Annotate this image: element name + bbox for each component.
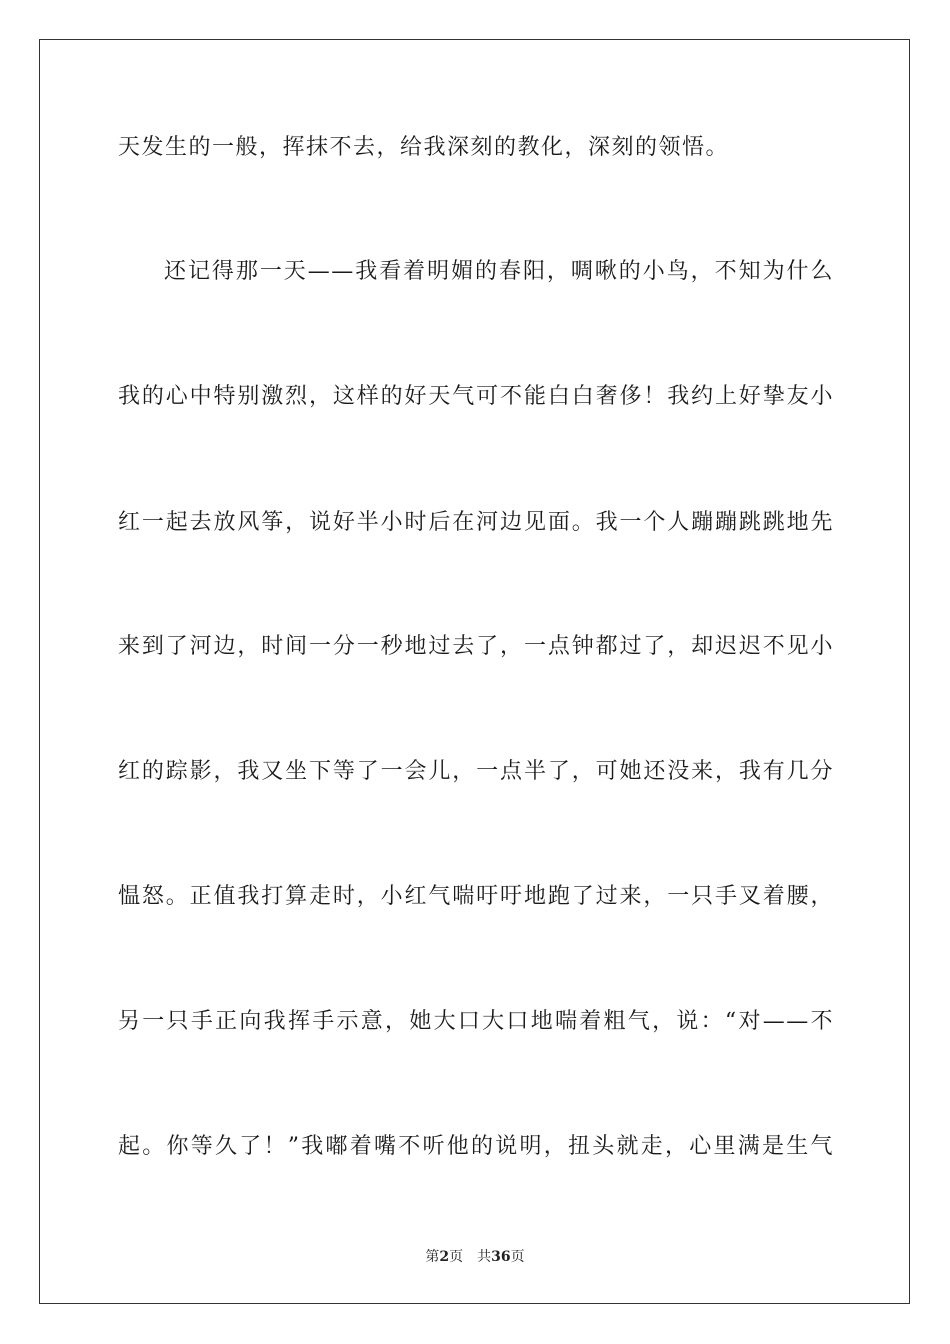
text-line-8: 另一只手正向我挥手示意，她大口大口地喘着粗气，说：“对——不: [118, 1009, 834, 1034]
page-suffix: 页: [449, 1249, 464, 1265]
text-line-7: 愠怒。正值我打算走时，小红气喘吁吁地跑了过来，一只手叉着腰，: [118, 884, 834, 909]
total-suffix: 页: [510, 1249, 525, 1265]
page-footer: [0, 1248, 950, 1266]
text-line-2: 还记得那一天——我看着明媚的春阳，啁啾的小鸟，不知为什么: [164, 259, 834, 284]
text-line-9: 起。你等久了！”我嘟着嘴不听他的说明，扭头就走，心里满是生气: [118, 1134, 834, 1159]
page-number: 2: [439, 1249, 450, 1265]
page-prefix: 第: [425, 1249, 440, 1265]
text-line-5: 来到了河边，时间一分一秒地过去了，一点钟都过了，却迟迟不见小: [118, 634, 834, 659]
text-line-1: 天发生的一般，挥抹不去，给我深刻的教化，深刻的领悟。: [118, 135, 730, 160]
text-line-3: 我的心中特别激烈，这样的好天气可不能白白奢侈！我约上好挚友小: [118, 384, 834, 409]
total-prefix: 共: [477, 1249, 492, 1265]
page-border: [39, 39, 910, 1304]
text-line-6: 红的踪影，我又坐下等了一会儿，一点半了，可她还没来，我有几分: [118, 759, 834, 784]
text-line-4: 红一起去放风筝，说好半小时后在河边见面。我一个人蹦蹦跳跳地先: [118, 510, 834, 535]
total-pages: 36: [491, 1249, 511, 1265]
